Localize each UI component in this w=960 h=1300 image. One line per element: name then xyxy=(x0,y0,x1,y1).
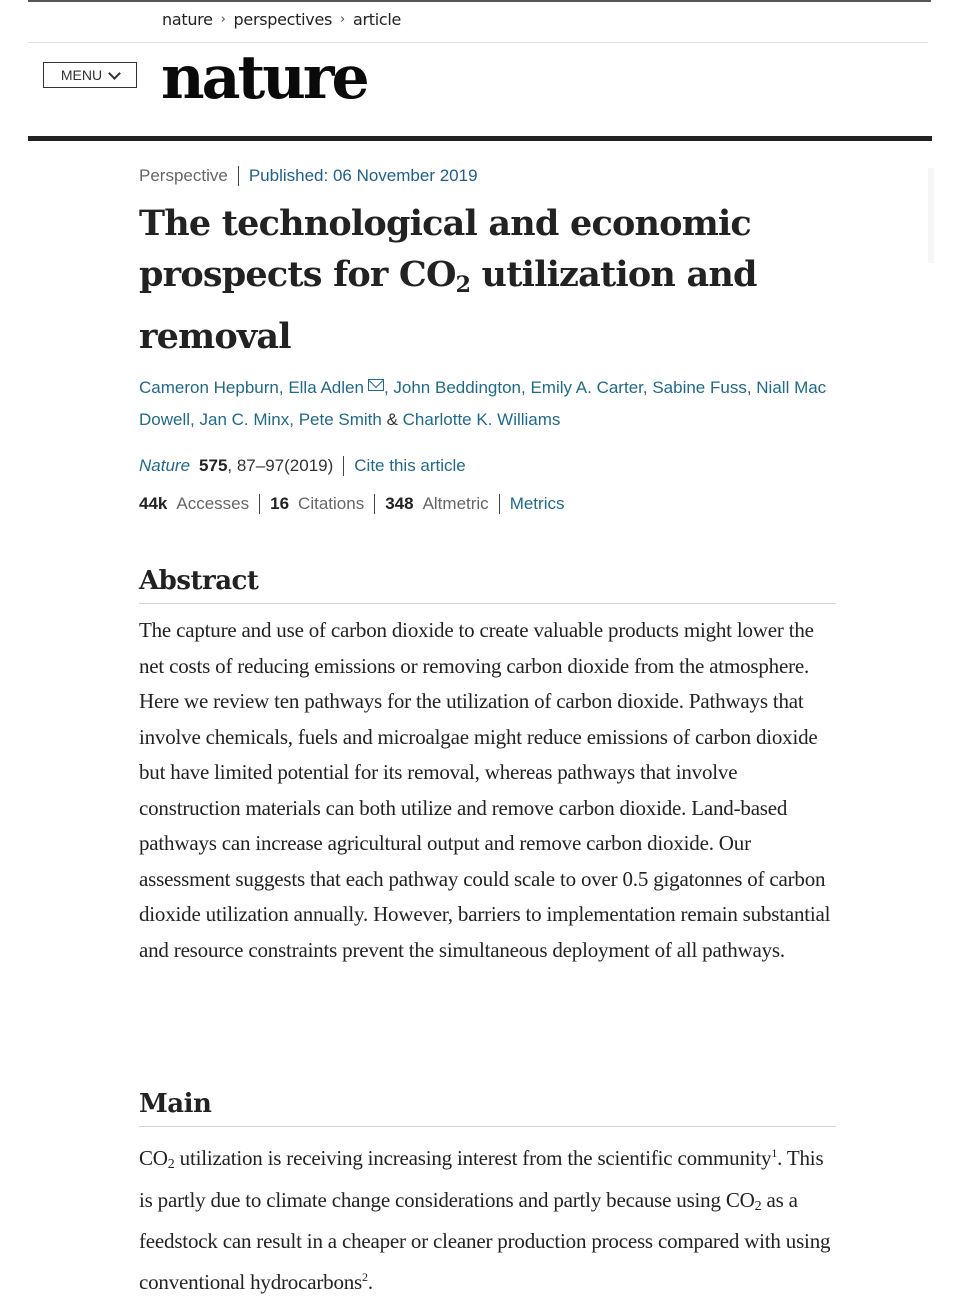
divider xyxy=(343,456,344,476)
altmetric-label: Altmetric xyxy=(422,494,489,513)
published-date: Published: 06 November 2019 xyxy=(248,166,478,185)
citations-label: Citations xyxy=(298,494,365,513)
menu-label: MENU xyxy=(60,67,103,83)
main-divider xyxy=(139,1126,836,1127)
breadcrumb-perspectives[interactable]: perspectives xyxy=(233,10,333,29)
metrics-link[interactable]: Metrics xyxy=(509,494,565,513)
author-link[interactable]: Niall Mac Dowell xyxy=(139,378,827,429)
nature-logo[interactable]: nature xyxy=(161,43,367,113)
title-line-2a: prospects for CO xyxy=(139,254,456,295)
journal-name: Nature xyxy=(139,456,191,475)
article-title xyxy=(139,198,779,362)
author-link[interactable]: Sabine Fuss xyxy=(652,378,747,397)
title-line-1: The technological and economic xyxy=(139,203,751,244)
abstract-divider xyxy=(139,603,836,604)
divider xyxy=(238,166,239,186)
text: . xyxy=(367,1269,373,1294)
accesses-label: Accesses xyxy=(176,494,250,513)
text: utilization is receiving increasing interest from the scientific community xyxy=(174,1146,772,1170)
altmetric-count: 348 xyxy=(385,494,414,513)
title-line-2b: utilization and xyxy=(470,254,757,295)
side-panel-edge xyxy=(928,168,934,263)
breadcrumb-article: article xyxy=(352,10,402,29)
article-meta xyxy=(139,166,839,186)
title-line-3: removal xyxy=(139,316,291,357)
author-link[interactable]: Emily A. Carter xyxy=(530,378,643,397)
article-type: Perspective xyxy=(139,166,228,185)
divider xyxy=(259,494,260,514)
title-subscript: 2 xyxy=(455,272,471,298)
ampersand: & xyxy=(386,410,398,429)
author-link[interactable]: John Beddington xyxy=(393,378,521,397)
reference-link[interactable]: 2 xyxy=(362,1269,368,1284)
mail-icon[interactable] xyxy=(368,379,384,391)
author-link[interactable]: Cameron Hepburn xyxy=(139,378,279,397)
cite-this-article-link[interactable]: Cite this article xyxy=(354,456,466,475)
abstract-text: The capture and use of carbon dioxide to create valuable products might lower the net costs of reducing emissions or removing carbon dioxide from the atmosphere. Here we review ten pathways for the utilization of carbon dioxide. Pathways that involve chemicals, fuels and microalgae might reduce emissions of carbon dioxide but have limited potential for its removal, whereas pathways that involve construction materials can both utilize and remove carbon dioxide. Land-based pathways can increase agricultural output and remove carbon dioxide. Our assessment suggests that each pathway could scale to over 0.5 gigatonnes of carbon dioxide utilization annually. However, barriers to implementation remain substantial and resource constraints prevent the simultaneous deployment of all pathways. xyxy=(139,618,831,962)
metrics-bar xyxy=(139,494,839,514)
divider xyxy=(374,494,375,514)
text: CO xyxy=(139,1146,168,1170)
breadcrumb xyxy=(162,10,401,29)
accesses-count: 44k xyxy=(139,494,168,513)
subscript: 2 xyxy=(167,1157,175,1172)
author-link[interactable]: Jan C. Minx xyxy=(199,410,290,429)
citation-line xyxy=(139,456,839,476)
citations-count: 16 xyxy=(270,494,290,513)
chevron-down-icon xyxy=(108,67,121,80)
top-border xyxy=(28,0,931,2)
chevron-right-icon: › xyxy=(340,12,345,27)
breadcrumb-nature[interactable]: nature xyxy=(162,10,213,29)
author-link[interactable]: Ella Adlen xyxy=(288,378,364,397)
divider xyxy=(499,494,500,514)
text: . This is partly due to climate change considerations and partly because using CO xyxy=(139,1146,824,1212)
main-heading: Main xyxy=(139,1089,212,1119)
author-link[interactable]: Pete Smith xyxy=(298,410,382,429)
author-list: Cameron Hepburn, Ella Adlen , John Beddington, Emily A. Carter, Sabine Fuss, Niall Mac Dowell, Jan C. Minx, Pete Smith & Charlotte K. Williams xyxy=(139,378,827,429)
subscript: 2 xyxy=(754,1198,762,1214)
main-paragraph xyxy=(139,1136,839,1300)
chevron-right-icon: › xyxy=(220,12,226,27)
menu-button[interactable] xyxy=(43,62,137,88)
pages-year: , 87–97(2019) xyxy=(227,456,334,475)
abstract-heading: Abstract xyxy=(139,566,259,596)
text: as a feedstock can result in a cheaper or cleaner production process compared with using conventional hydrocarbons xyxy=(139,1187,831,1294)
author-link[interactable]: Charlotte K. Williams xyxy=(402,410,561,429)
reference-link[interactable]: 1 xyxy=(771,1146,778,1160)
header-divider xyxy=(28,136,932,141)
volume: 575 xyxy=(199,456,228,475)
